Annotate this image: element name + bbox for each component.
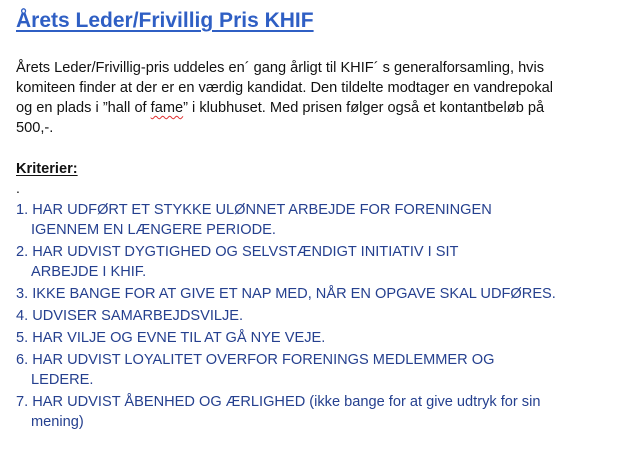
criteria-item xyxy=(16,284,616,304)
criteria-line: 7. HAR UDVIST ÅBENHED OG ÆRLIGHED (ikke bange for at give udtryk for sin xyxy=(16,394,541,410)
criteria-heading: Kriterier: xyxy=(16,161,78,177)
intro-line: Årets Leder/Frivillig-pris uddeles en´ gang årligt til KHIF´ s generalforsamling, hvis xyxy=(16,60,545,76)
criteria-item xyxy=(16,242,616,282)
criteria-line: 5. HAR VILJE OG EVNE TIL AT GÅ NYE VEJE. xyxy=(16,330,326,346)
stray-dot: . xyxy=(16,180,20,196)
criteria-item xyxy=(16,350,616,390)
intro-line xyxy=(16,98,616,118)
intro-text: og en plads i ”hall of xyxy=(16,100,151,116)
criteria-line: 6. HAR UDVIST LOYALITET OVERFOR FORENINGS MEDLEMMER OG xyxy=(16,352,495,368)
criteria-item xyxy=(16,200,616,240)
criteria-line-continued: ARBEJDE I KHIF. xyxy=(31,264,147,280)
criteria-item xyxy=(16,306,616,326)
document-title: Årets Leder/Frivillig Pris KHIF xyxy=(16,9,314,32)
criteria-line: 4. UDVISER SAMARBEJDSVILJE. xyxy=(16,308,244,324)
criteria-line-continued: LEDERE. xyxy=(31,372,94,388)
criteria-item xyxy=(16,392,616,432)
criteria-line: 1. HAR UDFØRT ET STYKKE ULØNNET ARBEJDE FOR FORENINGEN xyxy=(16,202,492,218)
criteria-line: 3. IKKE BANGE FOR AT GIVE ET NAP MED, NÅR EN OPGAVE SKAL UDFØRES. xyxy=(16,286,556,302)
intro-paragraph xyxy=(16,58,616,138)
criteria-line-continued: mening) xyxy=(31,414,84,430)
intro-text: ” i klubhuset. Med prisen følger også et kontantbeløb på xyxy=(183,100,545,116)
criteria-line-continued: IGENNEM EN LÆNGERE PERIODE. xyxy=(31,222,276,238)
intro-line: komiteen finder at der er en værdig kandidat. Den tildelte modtager en vandrepokal xyxy=(16,80,554,96)
criteria-item xyxy=(16,328,616,348)
spellcheck-marked-word: fame xyxy=(150,100,184,116)
criteria-line: 2. HAR UDVIST DYGTIGHED OG SELVSTÆNDIGT INITIATIV I SIT xyxy=(16,244,459,260)
criteria-list xyxy=(16,200,616,434)
intro-line: 500,-. xyxy=(16,120,54,136)
